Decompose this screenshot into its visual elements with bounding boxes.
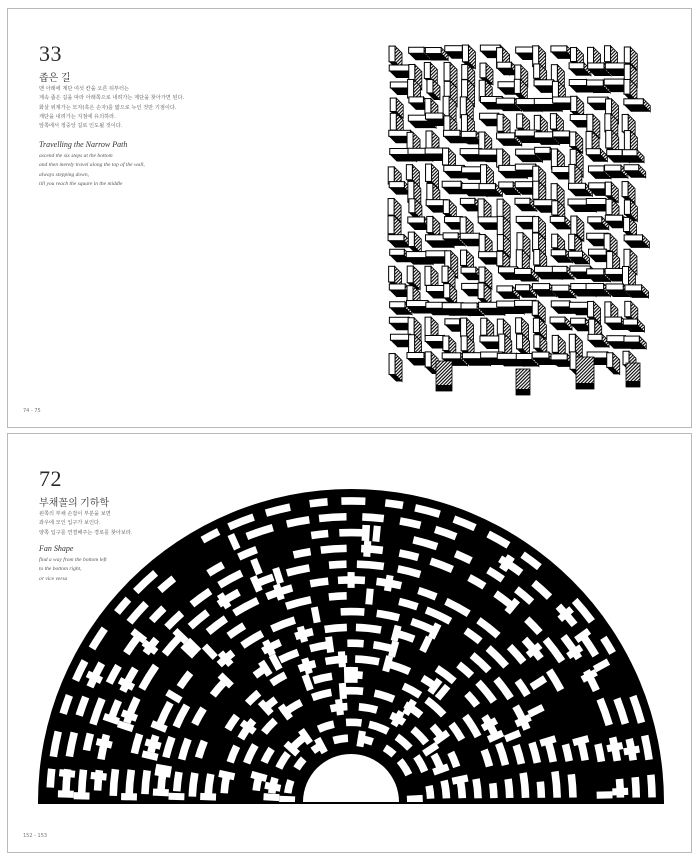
english-line: ascend the six steps at the bottom	[39, 153, 113, 159]
korean-line: 계속 좁은 길을 따라 아래쪽으로 내려가는 계단을 찾아가면 된다.	[39, 95, 185, 102]
isometric-maze-illustration	[376, 31, 676, 401]
puzzle-number: 72	[39, 466, 62, 491]
page-folio: 74 - 75	[23, 408, 41, 414]
english-line: and then merely travel along the top of the wall,	[39, 162, 145, 169]
english-line: to the bottom right,	[39, 566, 82, 573]
english-line: find a way from the bottom left	[39, 557, 107, 563]
fan-shape-maze-illustration	[8, 434, 693, 854]
page-folio: 152 - 153	[23, 833, 48, 839]
english-title: Travelling the Narrow Path	[39, 140, 128, 149]
korean-line: 화살 위계가는 모자(혹은 손자)를 밟으로 누인 것만 기점이다.	[39, 104, 177, 111]
korean-title: 부채꼴의 기하학	[39, 498, 110, 509]
korean-line: 앞쪽에서 정중앙 길로 인도될 것이다.	[39, 123, 123, 130]
korean-line: 왼쪽의 부채 손잡이 부분을 보면	[39, 511, 111, 517]
english-line: or vice versa	[39, 575, 68, 582]
english-title: Fan Shape	[39, 544, 74, 553]
puzzle-number: 33	[39, 41, 62, 66]
korean-title: 좁은 길	[39, 73, 71, 84]
korean-line: 맨 아래에 계단 여섯 칸을 오른 뒤부터는	[39, 86, 130, 92]
korean-instructions	[39, 85, 229, 131]
korean-line: 계단을 내려가는 지점에 유의하라.	[39, 113, 116, 120]
english-instructions	[39, 152, 145, 189]
book-spread-72	[7, 433, 692, 853]
book-spread-33	[7, 8, 692, 428]
korean-line: 좌우에 모인 입구가 보인다.	[39, 520, 101, 527]
english-line: till you reach the square in the middle	[39, 180, 123, 187]
english-line: always stepping down,	[39, 171, 89, 178]
korean-line: 양쪽 입구를 연결해주는 경로를 찾아보라.	[39, 529, 133, 536]
